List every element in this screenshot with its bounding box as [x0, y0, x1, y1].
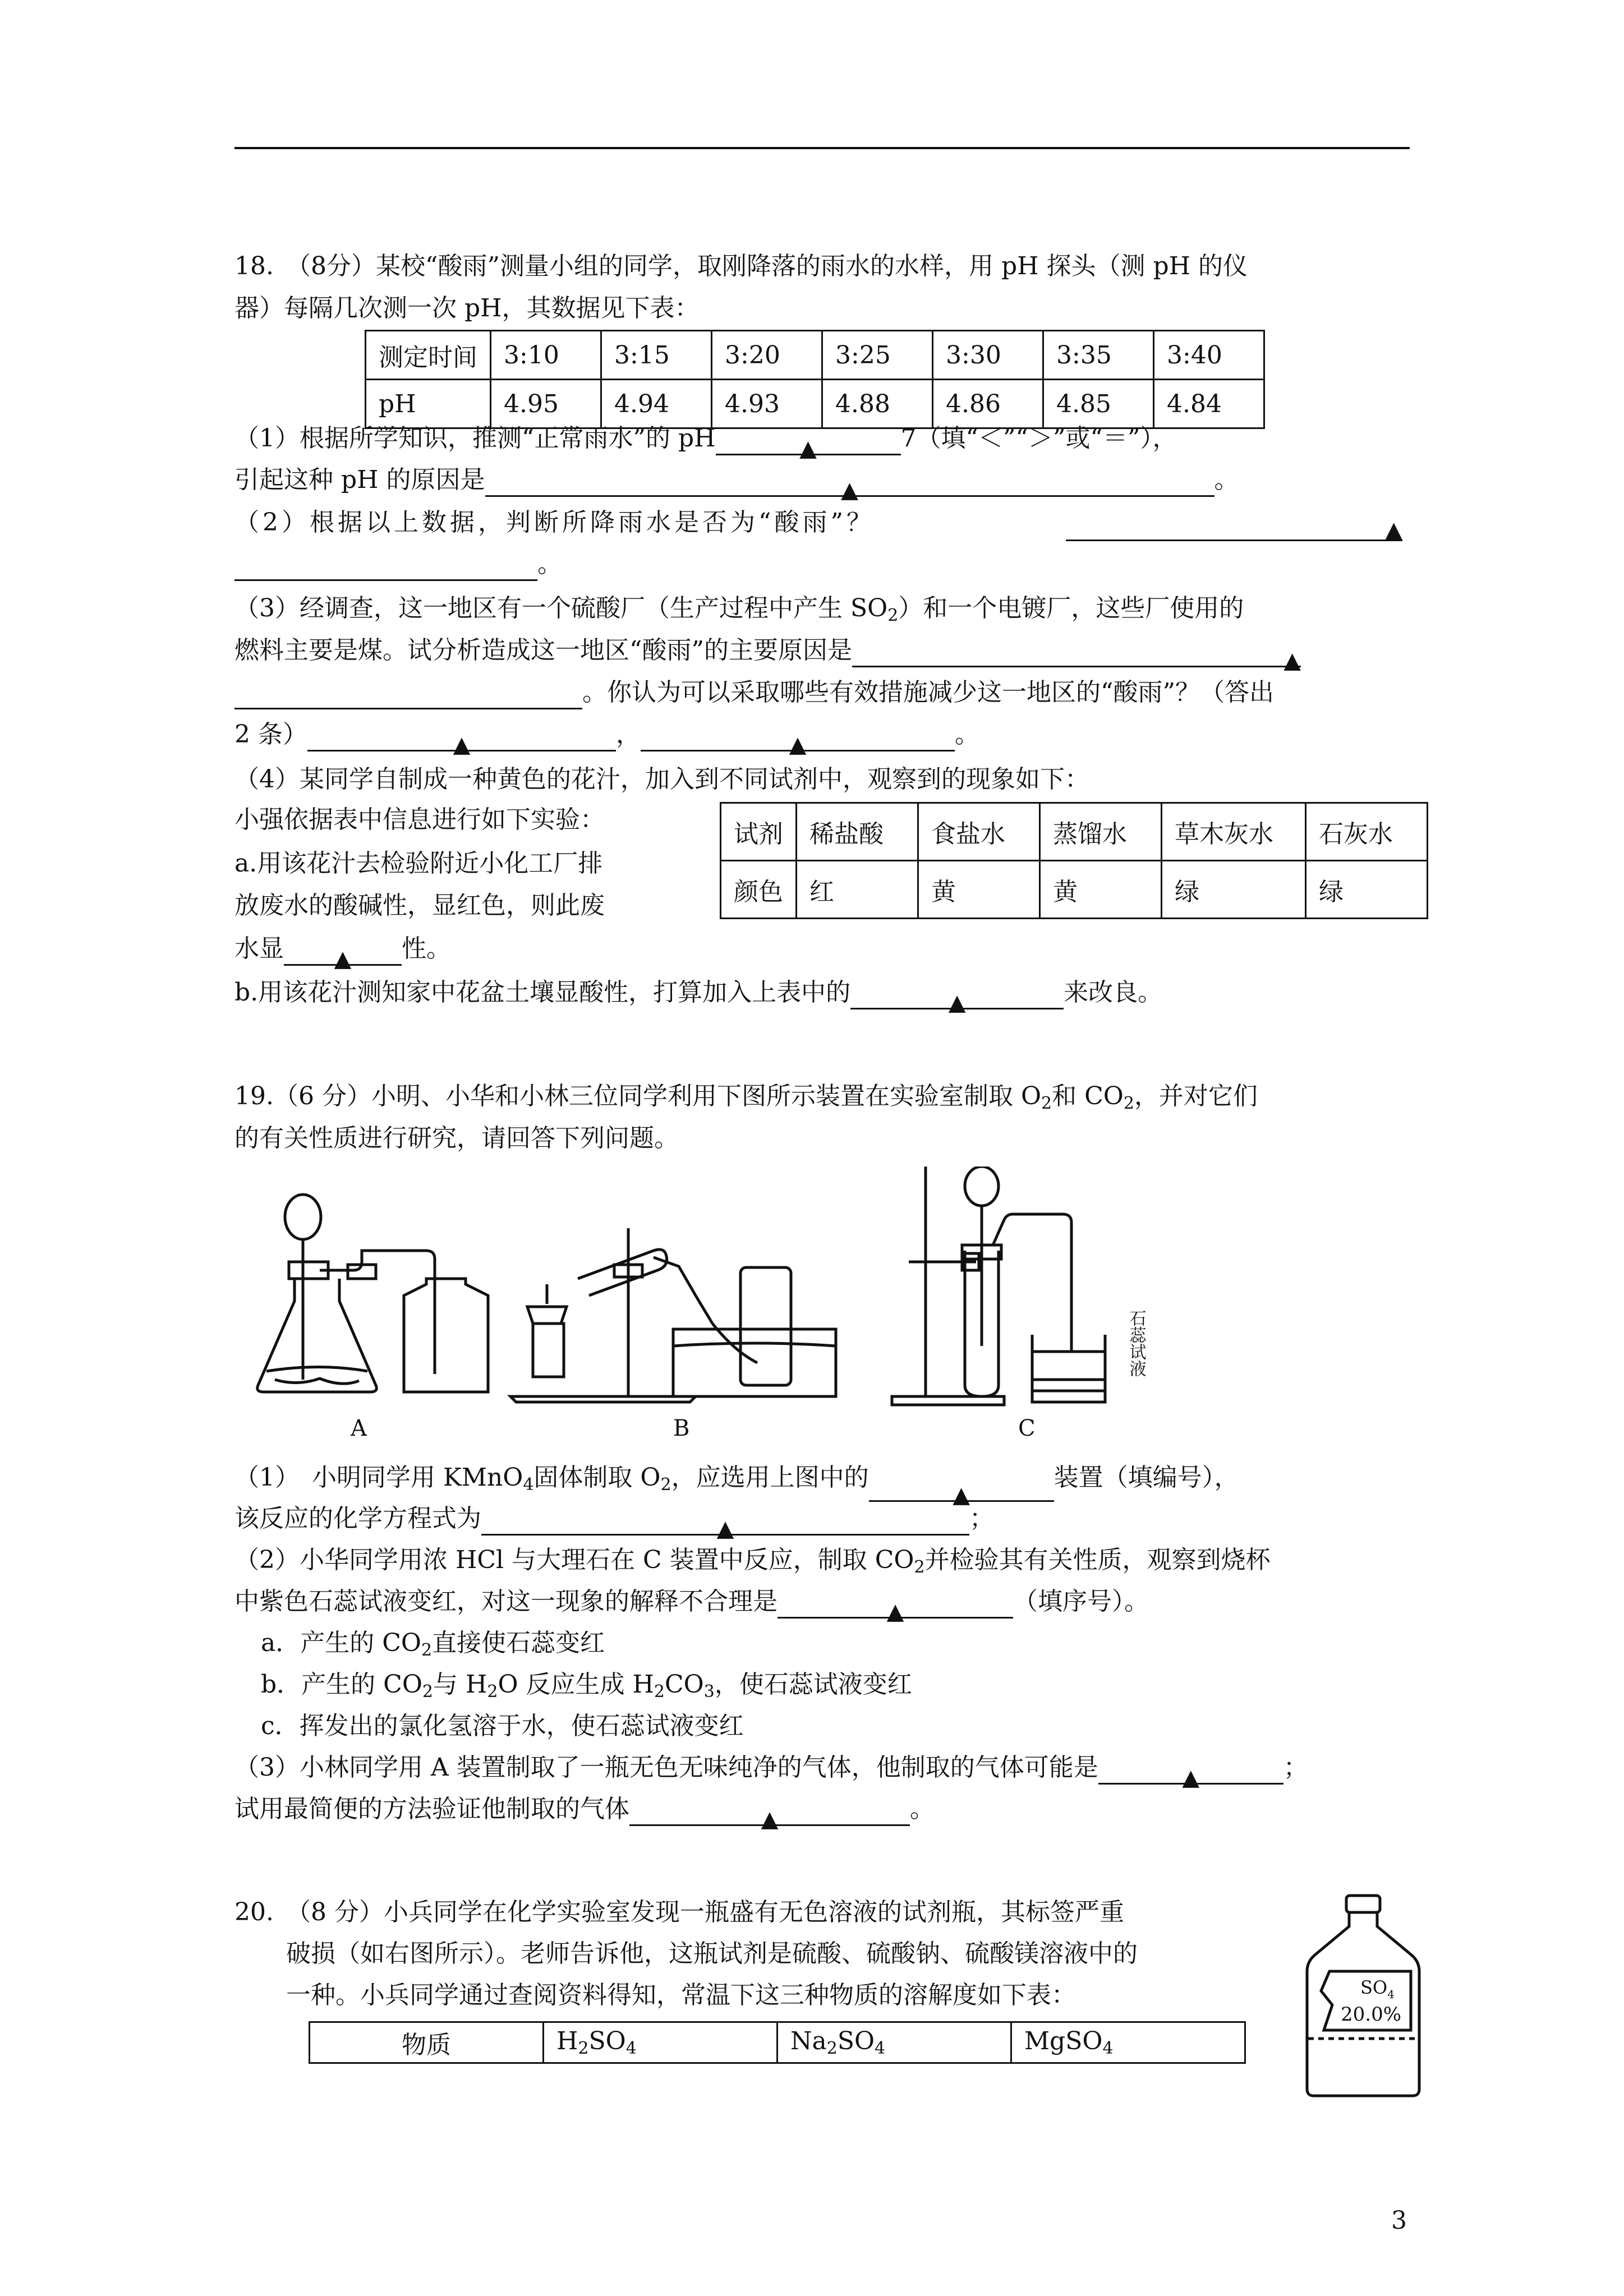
q18-part4-side3: 放废水的酸碱性，显红色，则此废	[234, 891, 605, 920]
table-row	[721, 861, 1428, 919]
bottle-label-formula: $SO_4$	[1360, 1977, 1395, 2001]
subscript: 4	[875, 2039, 886, 2058]
subscript: 2	[660, 1475, 671, 1495]
table-cell: 3:20	[712, 331, 822, 380]
litmus-label: 石蕊试液	[1126, 1310, 1146, 1377]
text: 并检验其有关性质，观察到烧杯	[924, 1546, 1271, 1574]
text: 。	[910, 1795, 935, 1823]
subscript: 2	[826, 2039, 838, 2058]
text: （2）根据以上数据，判断所降雨水是否为“酸雨”？	[234, 508, 875, 537]
q18-part2-line2: 。	[234, 547, 562, 581]
text: SO	[837, 2027, 875, 2055]
q19-part1-line1	[234, 1461, 1239, 1508]
text: 19.（6 分）小明、小华和小林三位同学利用下图所示装置在实验室制取 O	[234, 1082, 1042, 1110]
text: a．产生的 CO	[261, 1629, 421, 1657]
table-cell: 3:35	[1043, 331, 1154, 380]
answer-blank[interactable]	[641, 725, 955, 758]
answer-blank[interactable]	[852, 641, 1301, 674]
q18-intro-line1: 18. （8分）某校“酸雨”测量小组的同学，取刚降落的雨水的水样，用 pH 探头（测 pH 的仪	[234, 252, 1248, 280]
table-cell	[778, 2022, 1011, 2063]
answer-blank[interactable]	[629, 1800, 910, 1832]
table-cell: 绿	[1306, 861, 1428, 919]
text: 物质	[402, 2031, 451, 2059]
text: 该反应的化学方程式为	[234, 1504, 481, 1533]
subscript: 4	[523, 1475, 534, 1495]
text: 试用最简便的方法验证他制取的气体	[234, 1795, 629, 1823]
text: 引起这种 pH 的原因是	[234, 465, 485, 494]
apparatus-figure	[241, 1167, 1195, 1447]
q18-indicator-table	[720, 802, 1428, 919]
blank-marker: ▲	[761, 1806, 779, 1832]
table-row	[721, 803, 1428, 861]
subscript: 2	[578, 2039, 589, 2058]
table-cell: 4.88	[822, 380, 933, 428]
text: 和 CO	[1052, 1082, 1124, 1110]
q19-part2-line1	[234, 1543, 1271, 1584]
subscript: 2	[914, 1557, 925, 1577]
subscript: 2	[1123, 1094, 1134, 1113]
table-cell: 红	[797, 861, 918, 919]
q18-part4-side1: 小强依据表中信息进行如下实验：	[234, 805, 605, 834]
q20-line3: 一种。小兵同学通过查阅资料得知，常温下这三种物质的溶解度如下表：	[286, 1981, 1076, 2009]
table-cell: pH	[366, 380, 491, 428]
table-cell: 4.95	[491, 380, 601, 428]
blank-marker: ▲	[1182, 1765, 1200, 1791]
table-cell	[1011, 2022, 1245, 2063]
figure-label-a: A	[351, 1416, 367, 1441]
q18-part1-line2: 引起这种 pH 的原因是 ▲ 。	[234, 465, 1239, 503]
text: 直接使石蕊变红	[432, 1629, 605, 1657]
table-cell: 4.85	[1043, 380, 1154, 428]
subscript: 3	[703, 1682, 715, 1702]
q19-part2-line2	[234, 1585, 1149, 1625]
blank-marker: ▲	[1283, 648, 1301, 674]
subscript: 2	[1041, 1094, 1052, 1113]
table-cell: 黄	[918, 861, 1040, 919]
answer-blank[interactable]	[481, 1509, 969, 1542]
answer-blank[interactable]	[284, 939, 402, 972]
text: ；	[1283, 1753, 1308, 1782]
table-row	[366, 331, 1264, 380]
text: 。你认为可以采取哪些有效措施减少这一地区的“酸雨”？（答出	[582, 678, 1274, 707]
table-cell: 4.86	[933, 380, 1043, 428]
q18-part1-line1	[234, 422, 1177, 462]
table-cell	[310, 2022, 544, 2063]
text: 水显	[234, 934, 284, 963]
q18-ph-table	[365, 330, 1265, 429]
table-cell: 4.84	[1154, 380, 1264, 428]
table-cell: 测定时间	[366, 331, 491, 380]
text: ，应选用上图中的	[671, 1463, 869, 1492]
table-cell: 4.94	[601, 380, 712, 428]
table-cell: 4.93	[712, 380, 822, 428]
text: ，并对它们	[1134, 1082, 1258, 1110]
q18-part4b	[234, 976, 1163, 1016]
table-cell: 颜色	[721, 861, 797, 919]
text: （3）经调查，这一地区有一个硫酸厂（生产过程中产生 SO	[234, 594, 888, 623]
q19-part1-line2	[234, 1502, 994, 1542]
blank-marker: ▲	[716, 1516, 734, 1542]
text: （2）小华同学用浓 HCl 与大理石在 C 装置中反应，制取 CO	[234, 1546, 914, 1574]
q19-part3-line1	[234, 1751, 1308, 1791]
table-cell: 3:25	[822, 331, 933, 380]
text: 燃料主要是煤。试分析造成这一地区“酸雨”的主要原因是	[234, 636, 852, 665]
q20-line2: 破损（如右图所示）。老师告诉他，这瓶试剂是硫酸、硫酸钠、硫酸镁溶液中的	[286, 1939, 1138, 1968]
text: 性。	[402, 934, 451, 963]
apparatus-c	[892, 1167, 1105, 1405]
answer-blank[interactable]	[869, 1476, 1054, 1508]
text: ，使石蕊试液变红	[714, 1670, 912, 1699]
blank-marker: ▲	[453, 732, 471, 758]
subscript: 4	[625, 2039, 637, 2058]
answer-blank[interactable]	[850, 983, 1064, 1016]
blank-marker: ▲	[953, 1482, 970, 1508]
blank-marker: ▲	[948, 990, 966, 1016]
answer-blank[interactable]	[234, 555, 537, 581]
answer-blank[interactable]	[778, 1592, 1013, 1625]
q18-part4-side4	[234, 932, 451, 972]
q18-part3-line1	[234, 592, 1244, 633]
q19-option-c: c．挥发出的氯化氢溶于水，使石蕊试液变红	[261, 1712, 744, 1740]
q19-option-a	[261, 1626, 605, 1667]
blank-marker: ▲	[1385, 517, 1402, 543]
subscript: 2	[654, 1682, 665, 1702]
q20-solubility-table	[309, 2021, 1246, 2064]
text: b．产生的 CO	[261, 1670, 422, 1699]
q18-part4-intro: （4）某同学自制成一种黄色的花汁，加入到不同试剂中，观察到的现象如下：	[234, 765, 1089, 794]
answer-blank[interactable]	[1098, 1758, 1283, 1791]
table-row	[310, 2022, 1245, 2063]
answer-blank[interactable]	[234, 683, 582, 709]
header-rule	[234, 147, 1410, 149]
text: b.用该花汁测知家中花盆土壤显酸性，打算加入上表中的	[234, 978, 851, 1007]
blank-marker: ▲	[789, 732, 807, 758]
q18-part3-line2	[234, 634, 1301, 674]
table-cell: 黄	[1040, 861, 1162, 919]
apparatus-a	[257, 1195, 488, 1392]
q18-part3-line4: 2 条） ▲ ， ▲ 。	[234, 720, 979, 758]
text: （3）小林同学用 A 装置制取了一瓶无色无味纯净的气体，他制取的气体可能是	[234, 1753, 1098, 1782]
apparatus-b	[510, 1228, 836, 1402]
subscript: 2	[421, 1640, 433, 1660]
answer-blank[interactable]	[1066, 515, 1402, 541]
table-cell: 3:40	[1154, 331, 1264, 380]
q18-intro-line2: 器）每隔几次测一次 pH，其数据见下表：	[234, 294, 700, 322]
subscript: 2	[487, 1682, 498, 1702]
answer-blank[interactable]	[307, 725, 616, 758]
answer-blank[interactable]	[716, 429, 901, 462]
table-cell: 试剂	[721, 803, 797, 861]
subscript: 2	[887, 606, 899, 625]
text: H	[556, 2027, 578, 2055]
text: （1）根据所学知识，推测“正常雨水”的 pH	[234, 424, 716, 453]
blank-marker: ▲	[799, 436, 817, 462]
blank-marker: ▲	[886, 1599, 904, 1625]
table-cell: 稀盐酸	[797, 803, 918, 861]
q18-part4-side2: a.用该花汁去检验附近小化工厂排	[234, 849, 603, 878]
text: 7（填“＜”“＞”或“＝”），	[900, 424, 1177, 453]
table-cell: 草木灰水	[1162, 803, 1306, 861]
text: SO	[588, 2027, 626, 2055]
q20-line1: 20. （8 分）小兵同学在化学实验室发现一瓶盛有无色溶液的试剂瓶，其标签严重	[234, 1898, 1124, 1926]
q19-option-b	[261, 1668, 912, 1709]
table-cell: 蒸馏水	[1040, 803, 1162, 861]
text: 中紫色石蕊试液变红，对这一现象的解释不合理是	[234, 1587, 778, 1616]
table-cell: 石灰水	[1306, 803, 1428, 861]
table-cell: 3:10	[491, 331, 601, 380]
figure-label-c: C	[1018, 1416, 1036, 1441]
text: ；	[969, 1504, 994, 1533]
subscript: 2	[422, 1682, 433, 1702]
subscript: 4	[1102, 2039, 1114, 2058]
text: O 反应生成 H	[498, 1670, 654, 1699]
q18-part3-line3	[234, 676, 1274, 709]
reagent-bottle-figure	[1301, 1893, 1425, 2100]
text: CO	[664, 1670, 704, 1699]
blank-marker: ▲	[334, 946, 352, 972]
text: MgSO	[1024, 2027, 1103, 2055]
text: （填序号）。	[1013, 1587, 1149, 1616]
table-cell: 3:30	[933, 331, 1043, 380]
q19-intro-line2: 的有关性质进行研究，请回答下列问题。	[234, 1124, 679, 1152]
table-row	[366, 380, 1264, 428]
text: 装置（填编号），	[1053, 1463, 1239, 1492]
table-cell	[544, 2022, 778, 2063]
q19-intro-line1	[234, 1080, 1258, 1121]
q18-part2-line1	[234, 506, 875, 540]
figure-label-b: B	[673, 1416, 690, 1441]
text: （1） 小明同学用 KMnO	[234, 1463, 523, 1492]
text: Na	[790, 2027, 827, 2055]
text: 与 H	[433, 1670, 487, 1699]
text: 固体制取 O	[533, 1463, 661, 1492]
text: 来改良。	[1064, 978, 1163, 1007]
bottle-label-concentration: 20.0%	[1341, 2003, 1402, 2026]
text: ）和一个电镀厂，这些厂使用的	[898, 594, 1244, 623]
page-number: 3	[1391, 2206, 1407, 2235]
q19-part3-line2	[234, 1792, 935, 1832]
table-cell: 食盐水	[918, 803, 1040, 861]
blank-marker: ▲	[841, 477, 858, 503]
text: 2 条）	[234, 720, 307, 749]
table-cell: 3:15	[601, 331, 712, 380]
table-cell: 绿	[1162, 861, 1306, 919]
